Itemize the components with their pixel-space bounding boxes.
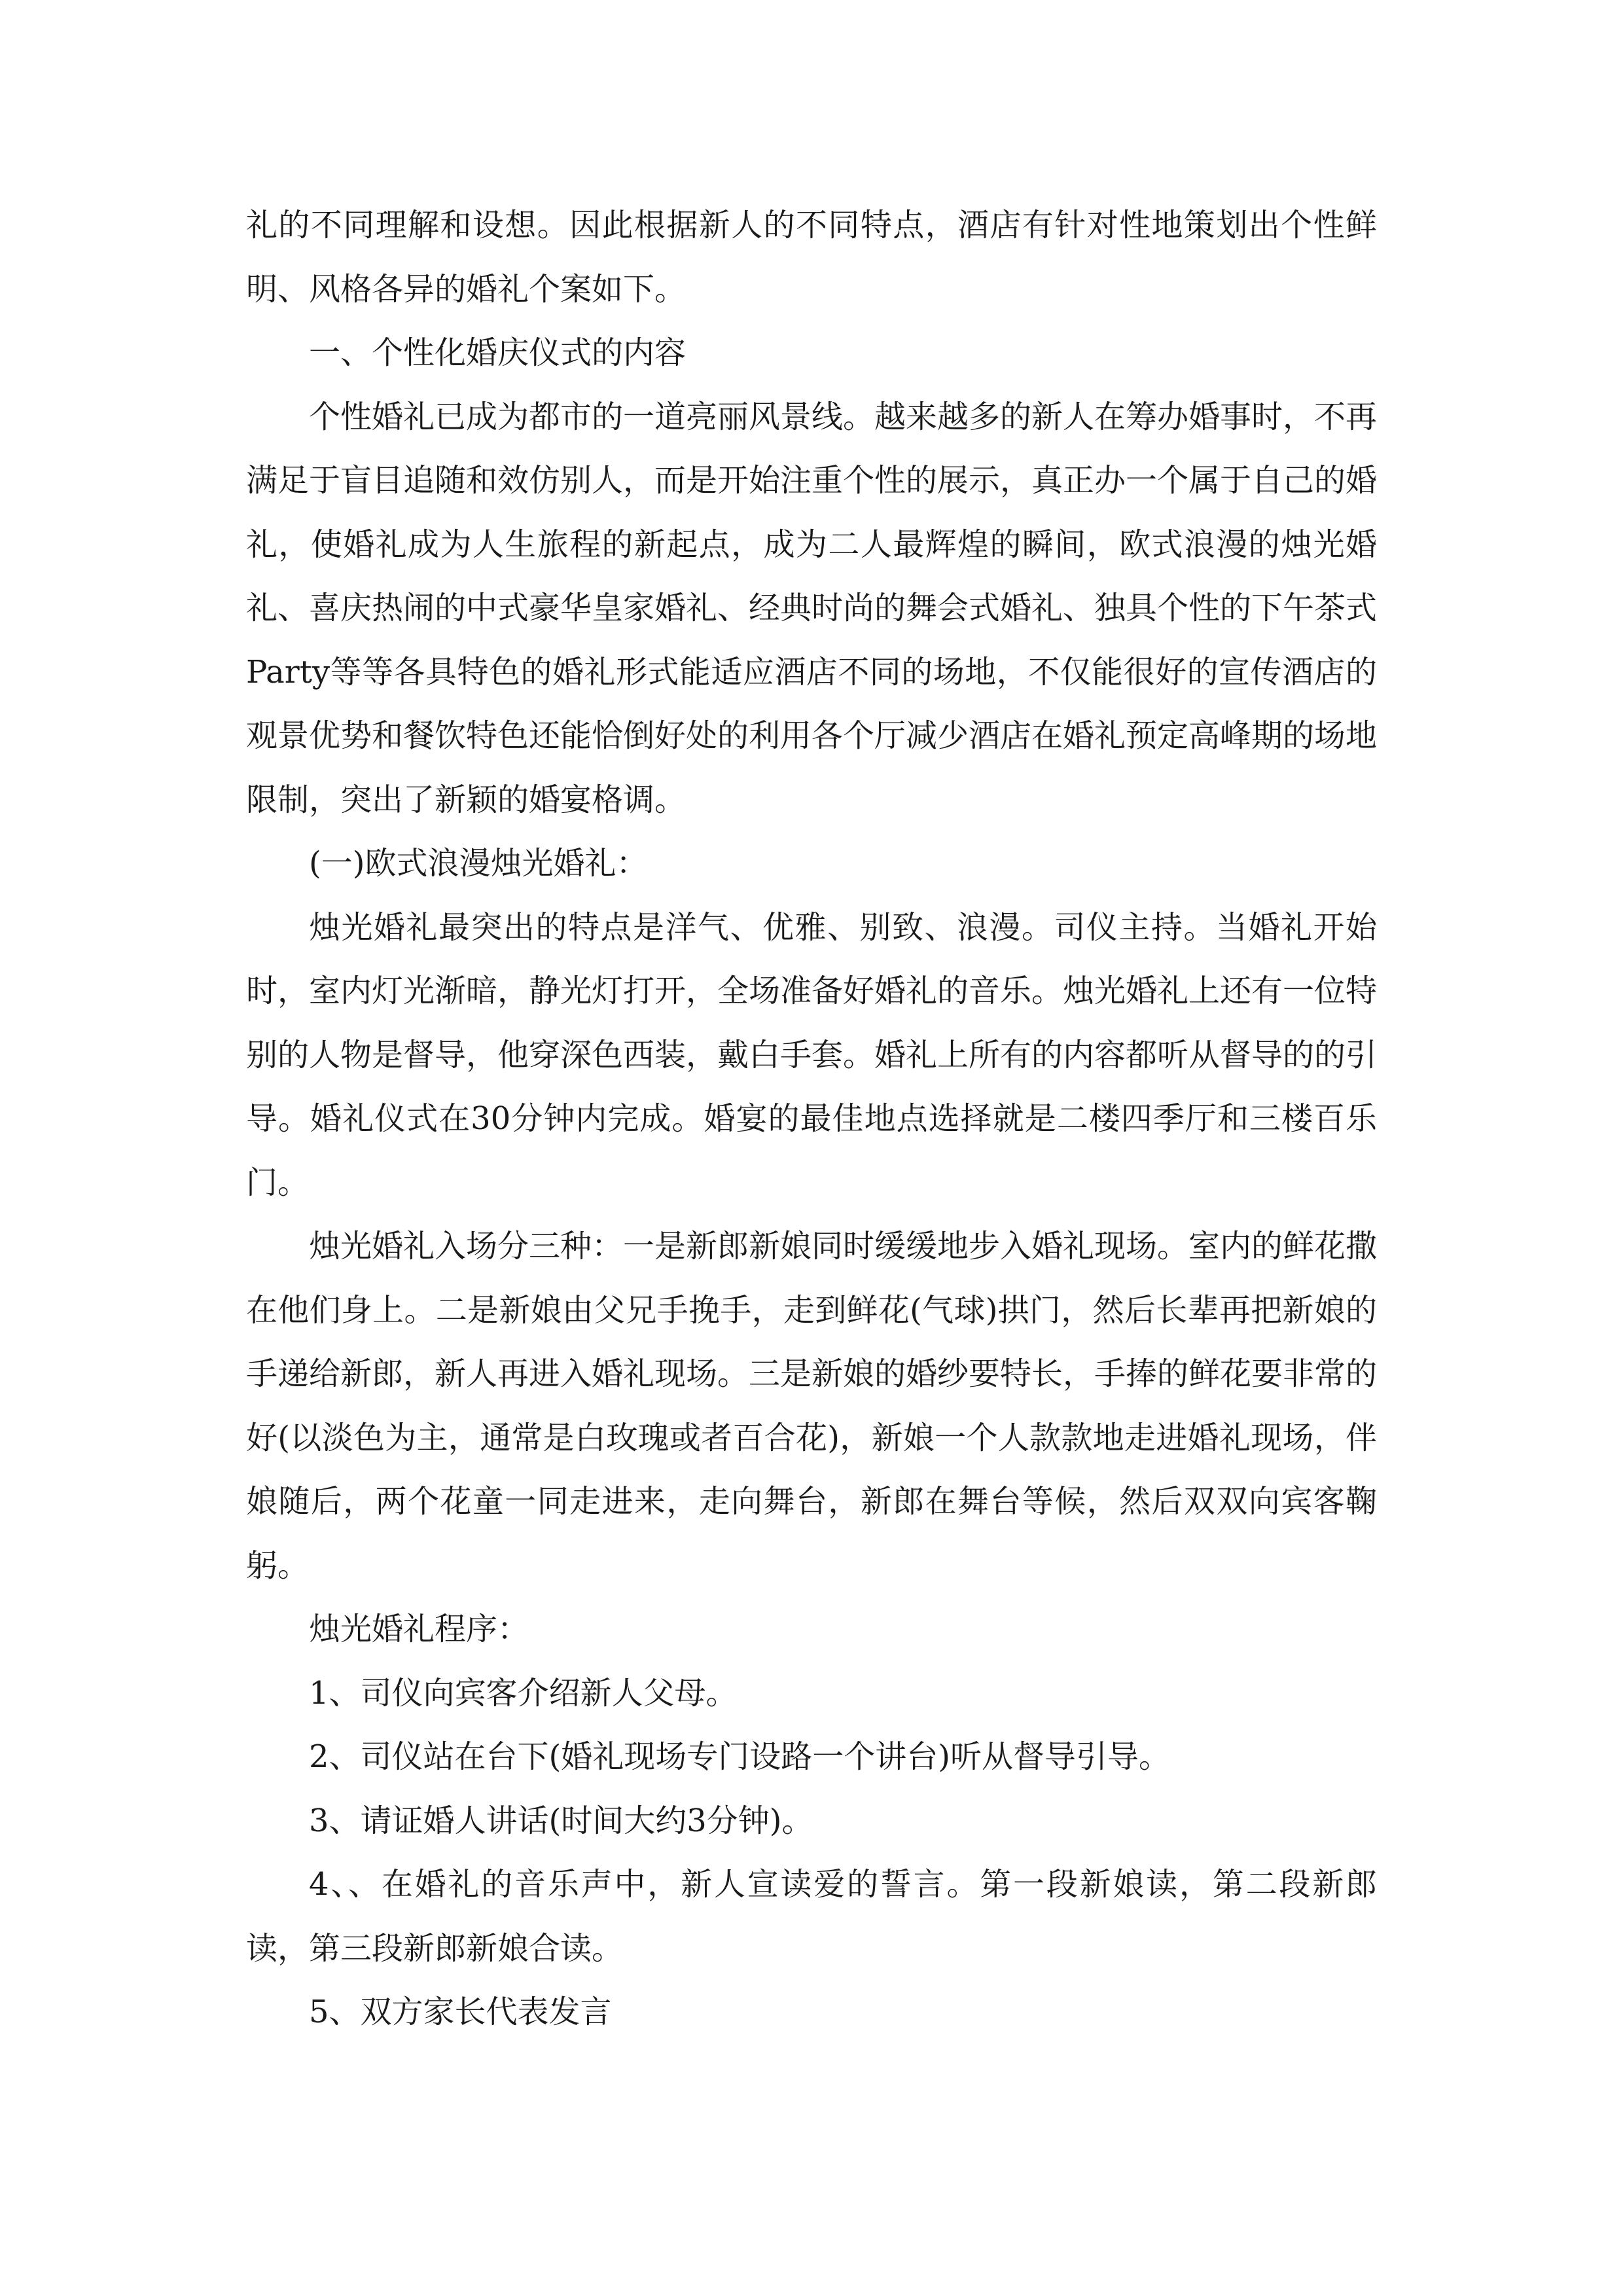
list-item: 5、双方家长代表发言 — [309, 1994, 612, 2030]
list-item: 3、请证婚人讲话(时间大约3分钟)。 — [309, 1802, 813, 1839]
paragraph: 礼的不同理解和设想。因此根据新人的不同特点，酒店有针对性地策划出个性鲜明、风格各异的婚礼个案如下。 — [246, 207, 1377, 308]
list-item: 1、司仪向宾客介绍新人父母。 — [309, 1674, 738, 1712]
paragraph: 烛光婚礼最突出的特点是洋气、优雅、别致、浪漫。司仪主持。当婚礼开始时，室内灯光渐暗，静光灯打开，全场准备好婚礼的音乐。烛光婚礼上还有一位特别的人物是督导，他穿深色西装，戴白手套。婚礼上所有的内容都听从督导的的引导。婚礼仪式在30分钟内完成。婚宴的最佳地点选择就是二楼四季厅和三楼百乐门。 — [246, 908, 1378, 1201]
list-item: 4、、在婚礼的音乐声中，新人宣读爱的誓言。第一段新娘读，第二段新郎读，第三段新郎新娘合读。 — [246, 1866, 1377, 1967]
subsection-heading: (一)欧式浪漫烛光婚礼： — [309, 845, 648, 882]
list-item: 2、司仪站在台下(婚礼现场专门设路一个讲台)听从督导引导。 — [309, 1738, 1170, 1775]
document-page — [246, 194, 1377, 2045]
procedure-heading: 烛光婚礼程序： — [309, 1611, 529, 1647]
section-heading: 一、个性化婚庆仪式的内容 — [309, 334, 687, 371]
paragraph: 个性婚礼已成为都市的一道亮丽风景线。越来越多的新人在筹办婚事时，不再满足于盲目追随和效仿别人，而是开始注重个性的展示，真正办一个属于自己的婚礼，使婚礼成为人生旅程的新起点，成为二人最辉煌的瞬间，欧式浪漫的烛光婚礼、喜庆热闹的中式豪华皇家婚礼、经典时尚的舞会式婚礼、独具个性的下午茶式Party等等各具特色的婚礼形式能适应酒店不同的场地，不仅能很好的宣传酒店的观景优势和餐饮特色还能恰倒好处的利用各个厅减少酒店在婚礼预定高峰期的场地限制，突出了新颖的婚宴格调。 — [246, 398, 1378, 818]
paragraph: 烛光婚礼入场分三种：一是新郎新娘同时缓缓地步入婚礼现场。室内的鲜花撒在他们身上。二是新娘由父兄手挽手，走到鲜花(气球)拱门，然后长辈再把新娘的手递给新郎，新人再进入婚礼现场。三是新娘的婚纱要特长，手捧的鲜花要非常的好(以淡色为主，通常是白玫瑰或者百合花)，新娘一个人款款地走进婚礼现场，伴娘随后，两个花童一同走进来，走向舞台，新郎在舞台等候，然后双双向宾客鞠躬。 — [246, 1228, 1378, 1584]
